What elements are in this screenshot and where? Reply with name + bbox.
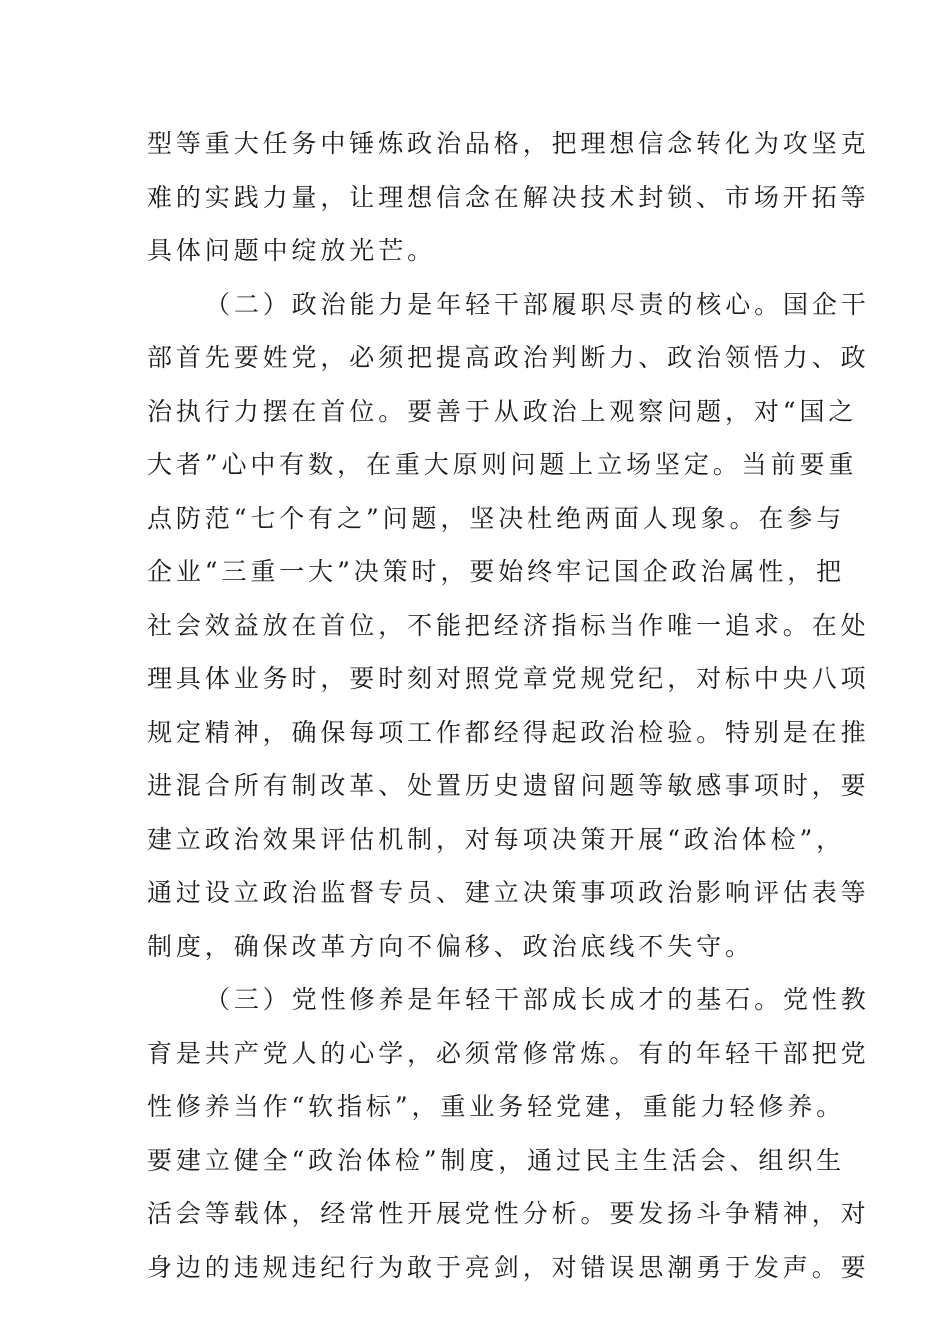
text-line: 通过设立政治监督专员、建立决策事项政治影响评估表等 <box>147 878 870 907</box>
text-line: 建立政治效果评估机制，对每项决策开展“政治体检”， <box>147 824 846 854</box>
text-line: 规定精神，确保每项工作都经得起政治检验。特别是在推 <box>147 717 870 747</box>
text-line: 具体问题中绽放光芒。 <box>147 236 437 265</box>
text-line: 性修养当作“软指标”，重业务轻党建，重能力轻修养。 <box>147 1092 846 1121</box>
text-line: 要建立健全“政治体检”制度，通过民主生活会、组织生 <box>147 1145 846 1175</box>
body-text <box>147 117 870 1294</box>
text-line: 社会效益放在首位，不能把经济指标当作唯一追求。在处 <box>147 610 870 640</box>
text-line: 身边的违规违纪行为敢于亮剑，对错误思潮勇于发声。要 <box>147 1252 870 1282</box>
text-line: 理具体业务时，要时刻对照党章党规党纪，对标中央八项 <box>147 664 870 693</box>
text-line: 难的实践力量，让理想信念在解决技术封锁、市场开拓等 <box>147 182 870 212</box>
section-heading-line: （三）党性修养是年轻干部成长成才的基石。党性教 <box>205 985 870 1014</box>
text-line: 治执行力摆在首位。要善于从政治上观察问题，对“国之 <box>147 396 858 426</box>
text-line: 点防范“七个有之”问题，坚决杜绝两面人现象。在参与 <box>147 503 846 533</box>
text-line: 型等重大任务中锤炼政治品格，把理想信念转化为攻坚克 <box>147 129 870 158</box>
text-line: 育是共产党人的心学，必须常修常炼。有的年轻干部把党 <box>147 1038 870 1068</box>
text-line: 进混合所有制改革、处置历史遗留问题等敏感事项时，要 <box>147 771 870 800</box>
text-line: 部首先要姓党，必须把提高政治判断力、政治领悟力、政 <box>147 343 870 372</box>
text-line: 制度，确保改革方向不偏移、政治底线不失守。 <box>147 931 754 961</box>
text-line: 活会等载体，经常性开展党性分析。要发扬斗争精神，对 <box>147 1199 870 1228</box>
text-line: 企业“三重一大”决策时，要始终牢记国企政治属性，把 <box>147 557 846 586</box>
section-heading-line: （二）政治能力是年轻干部履职尽责的核心。国企干 <box>205 289 870 319</box>
text-line: 大者”心中有数，在重大原则问题上立场坚定。当前要重 <box>147 450 858 479</box>
